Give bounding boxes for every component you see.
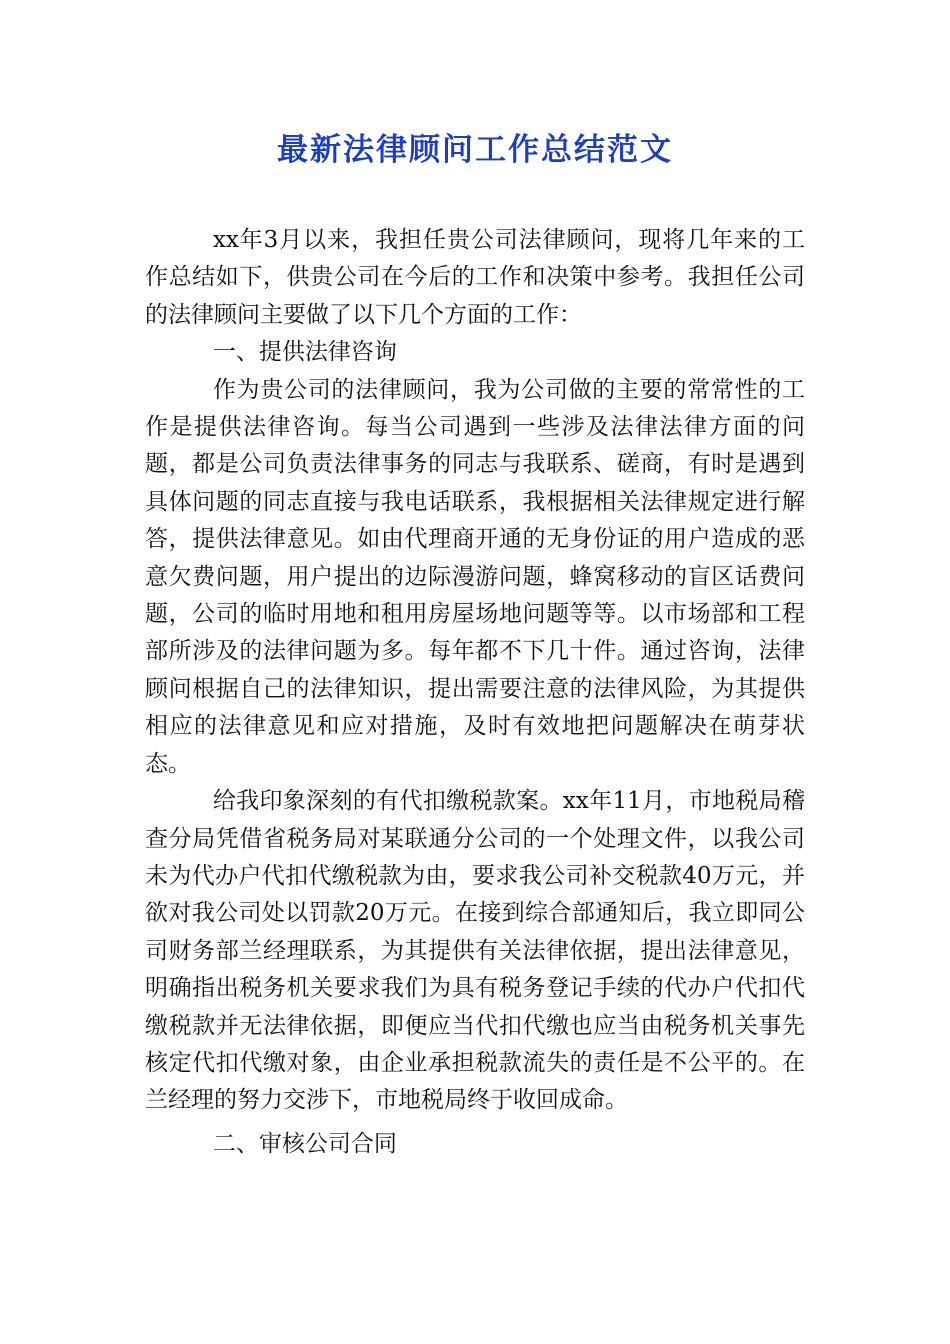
document-body bbox=[145, 222, 805, 1163]
document-title: 最新法律顾问工作总结范文 bbox=[277, 132, 673, 168]
paragraph-tax-case: 给我印象深刻的有代扣缴税款案。xx年11月，市地税局稽查分局凭借省税务局对某联通分公司的一个处理文件，以我公司未为代办户代扣代缴税款为由，要求我公司补交税款40万元，并欲对我公司处以罚款20万元。在接到综合部通知后，我立即同公司财务部兰经理联系，为其提供有关法律依据，提出法律意见，明确指出税务机关要求我们为具有税务登记手续的代办户代扣代缴税款并无法律依据，即便应当代扣代缴也应当由税务机关事先核定代扣代缴对象，由企业承担税款流失的责任是不公平的。在兰经理的努力交涉下，市地税局终于收回成命。 bbox=[145, 788, 805, 1114]
section-heading-consulting: 一、提供法律咨询 bbox=[212, 339, 397, 366]
section-heading-contracts: 二、审核公司合同 bbox=[212, 1130, 397, 1157]
paragraph-intro: xx年3月以来，我担任贵公司法律顾问，现将几年来的工作总结如下，供贵公司在今后的工作和决策中参考。我担任公司的法律顾问主要做了以下几个方面的工作： bbox=[145, 227, 805, 328]
paragraph-consulting: 作为贵公司的法律顾问，我为公司做的主要的常常性的工作是提供法律咨询。每当公司遇到一些涉及法律法律方面的问题，都是公司负责法律事务的同志与我联系、磋商，有时是遇到具体问题的同志直接与我电话联系，我根据相关法律规定进行解答，提供法律意见。如由代理商开通的无身份证的用户造成的恶意欠费问题，用户提出的边际漫游问题，蜂窝移动的盲区话费问题，公司的临时用地和租用房屋场地问题等等。以市场部和工程部所涉及的法律问题为多。每年都不下几十件。通过咨询，法律顾问根据自己的法律知识，提出需要注意的法律风险，为其提供相应的法律意见和应对措施，及时有效地把问题解决在萌芽状态。 bbox=[145, 376, 805, 777]
